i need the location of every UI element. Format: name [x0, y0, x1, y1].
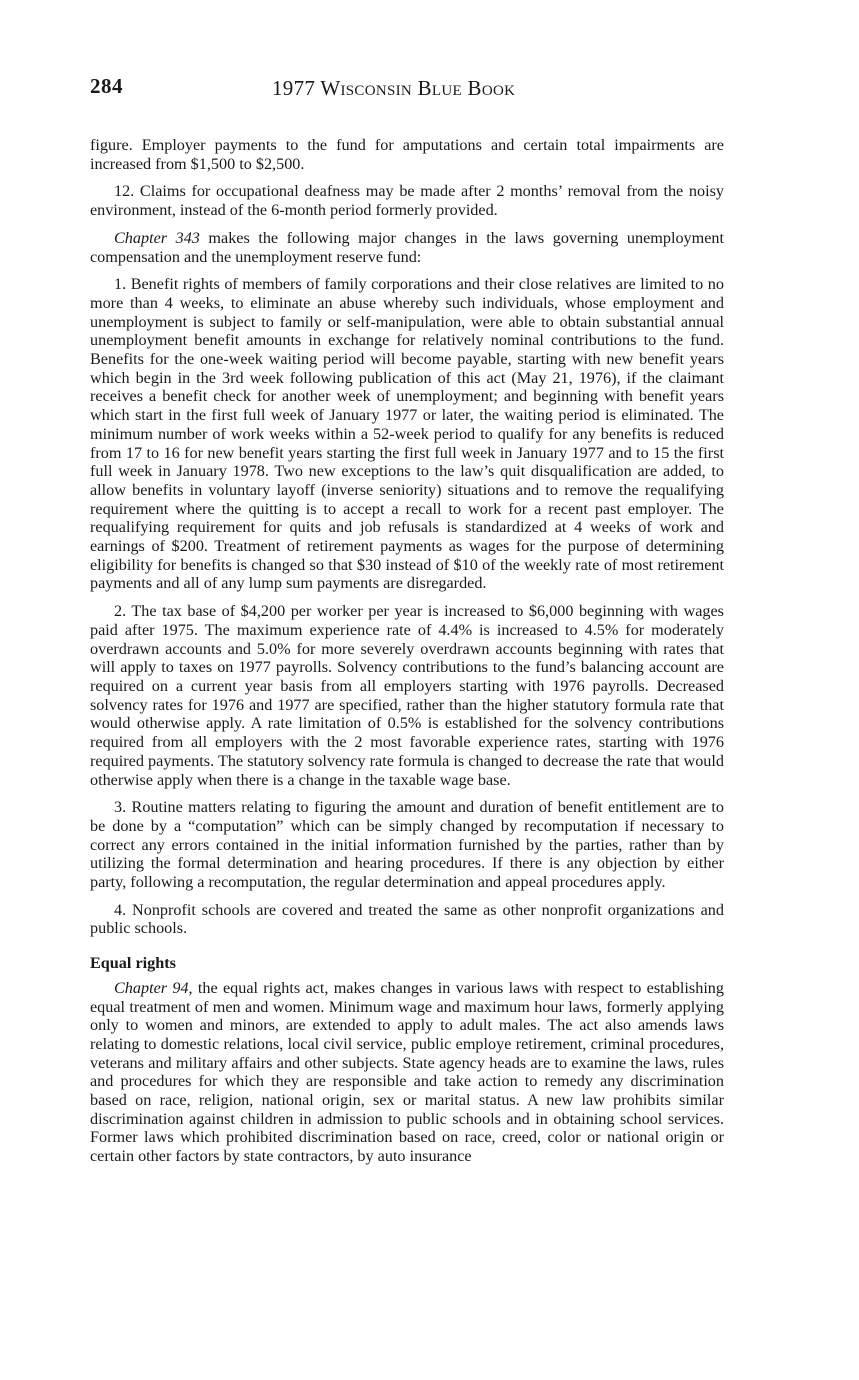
chapter-94-text: , the equal rights act, makes changes in various laws with respect to establishing equal treatment of men and women. Minimum wage and maximum hour laws, formerly applying only to women and minors, are extended to apply to adult males. The act also amends laws relating to domestic relations, local civil service, public employe retirement, criminal procedures, veterans and military affairs and other subjects. State agency heads are to examine the laws, rules and procedures for which they are responsible and take action to remedy any discrimination based on race, religion, national origin, sex or marital status. A new law prohibits similar discrimination against children in admission to public schools and in obtaining school services. Former laws which prohibited discrimination based on race, creed, color or national origin or certain other factors by state contractors, by auto insurance	[90, 978, 724, 1166]
chapter-343-label: Chapter 343	[114, 228, 200, 247]
item-1-paragraph: 1. Benefit rights of members of family corporations and their close relatives are limited to no more than 4 weeks, to eliminate an abuse whereby such individuals, whose employment and unemployment is subject to family or self-manipulation, were able to obtain substantial annual unemployment benefit amounts in exchange for relatively nominal contributions to the fund. Benefits for the one-week waiting period will become payable, starting with new benefit years which begin in the 3rd week following publication of this act (May 21, 1976), if the claimant receives a benefit check for another week of unemployment; and beginning with benefit years which start in the first full week of January 1977 or later, the waiting period is eliminated. The minimum number of work weeks within a 52-week period to qualify for any benefits is reduced from 17 to 16 for new benefit years starting the first full week in January 1977 and to 15 the first full week in January 1978. Two new exceptions to the law’s quit disqualification are added, to allow benefits in voluntary layoff (inverse seniority) situations and to remove the requalifying requirement where the quitting is to accept a recall to work for a recent past employer. The requalifying requirement for quits and job refusals is standardized at 4 weeks of work and earnings of $200. Treatment of retirement payments as wages for the purpose of determining eligibility for benefits is changed so that $30 instead of $10 of the weekly rate of most retirement payments and all of any lump sum payments are disregarded.	[90, 275, 724, 593]
item-4-paragraph: 4. Nonprofit schools are covered and treated the same as other nonprofit organizations and public schools.	[90, 900, 724, 938]
page-number: 284	[90, 74, 123, 98]
section-heading-equal-rights: Equal rights	[90, 954, 176, 973]
page-header	[90, 74, 724, 106]
item-3-paragraph: 3. Routine matters relating to figuring the amount and duration of benefit entitlement are to be done by a “computation” which can be simply changed by recomputation if necessary to correct any errors contained in the initial information furnished by the parties, rather than by utilizing the formal determination and hearing procedures. If there is any objection by either party, following a recomputation, the regular determination and appeal procedures apply.	[90, 798, 724, 892]
chapter-343-paragraph	[90, 229, 724, 266]
chapter-94-paragraph	[90, 979, 724, 1166]
continuation-paragraph: figure. Employer payments to the fund for amputations and certain total impairments are increased from $1,500 to $2,500.	[90, 136, 724, 173]
running-title: 1977 Wisconsin Blue Book	[272, 76, 516, 100]
body-text	[90, 136, 724, 1166]
chapter-94-label: Chapter 94	[114, 978, 189, 997]
document-page	[90, 74, 724, 1175]
item-2-paragraph: 2. The tax base of $4,200 per worker per year is increased to $6,000 beginning with wages paid after 1975. The maximum experience rate of 4.4% is increased to 4.5% for moderately overdrawn accounts and 5.0% for more severely overdrawn accounts beginning with rates that will apply to taxes on 1977 payrolls. Solvency contributions to the fund’s balancing account are required on a current year basis from all employers starting with 1976 payrolls. Decreased solvency rates for 1976 and 1977 are specified, rather than the higher statutory formula rate that would otherwise apply. A rate limitation of 0.5% is established for the solvency contributions required from all employers with the 2 most favorable experience rates, starting with 1976 required payments. The statutory solvency rate formula is changed to decrease the rate that would otherwise apply when there is a change in the taxable wage base.	[90, 602, 724, 789]
chapter-343-text: makes the following major changes in the laws governing unemployment compensation and the unemployment reserve fund:	[90, 228, 724, 266]
item-12-paragraph: 12. Claims for occupational deafness may be made after 2 months’ removal from the noisy environment, instead of the 6-month period formerly provided.	[90, 182, 724, 220]
